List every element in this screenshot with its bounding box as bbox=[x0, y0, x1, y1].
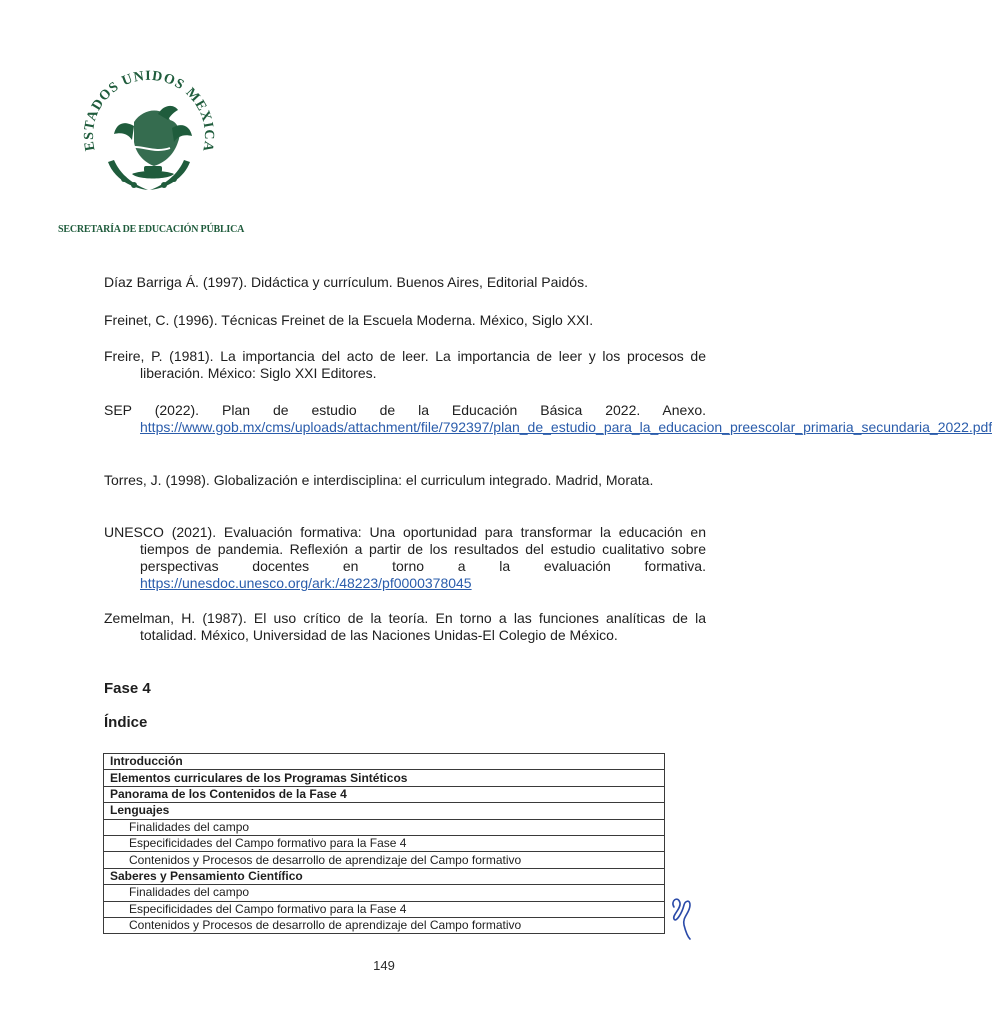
index-row bbox=[104, 819, 665, 835]
reference-item: UNESCO (2021). Evaluación formativa: Una oportunidad para transformar la educación en tiempos de pandemia. Reflexión a partir de los resultados del estudio cualitativo sobre perspectivas docentes en torno a la evaluación formativa. https://unesdoc.unesco.org/ark:/48223/pf0000378045 bbox=[104, 524, 706, 591]
index-cell: Elementos curriculares de los Programas Sintéticos bbox=[104, 770, 665, 786]
reference-item: SEP (2022). Plan de estudio de la Educación Básica 2022. Anexo. https://www.gob.mx/cms/uploads/attachment/file/792397/plan_de_estudio_para_la_educacion_preescolar_primaria_secundaria_2022.pdf bbox=[104, 402, 992, 435]
coat-of-arms-seal bbox=[74, 62, 224, 212]
index-row bbox=[104, 754, 665, 770]
index-row bbox=[104, 835, 665, 851]
index-row bbox=[104, 885, 665, 901]
index-row bbox=[104, 803, 665, 819]
section-title: Fase 4 bbox=[104, 680, 151, 697]
index-title: Índice bbox=[104, 714, 148, 731]
index-cell: Finalidades del campo bbox=[104, 819, 665, 835]
index-row bbox=[104, 917, 665, 933]
index-cell: Lenguajes bbox=[104, 803, 665, 819]
index-row bbox=[104, 868, 665, 884]
index-cell: Finalidades del campo bbox=[104, 885, 665, 901]
secretaria-label: SECRETARÍA DE EDUCACIÓN PÚBLICA bbox=[58, 224, 245, 235]
index-cell: Saberes y Pensamiento Científico bbox=[104, 868, 665, 884]
reference-item: Díaz Barriga Á. (1997). Didáctica y currículum. Buenos Aires, Editorial Paidós. bbox=[104, 274, 588, 290]
index-cell: Panorama de los Contenidos de la Fase 4 bbox=[104, 786, 665, 802]
index-cell: Contenidos y Procesos de desarrollo de aprendizaje del Campo formativo bbox=[104, 852, 665, 868]
index-row bbox=[104, 786, 665, 802]
page-number: 149 bbox=[373, 958, 395, 973]
reference-item: Freire, P. (1981). La importancia del acto de leer. La importancia de leer y los procesos de liberación. México: Siglo XXI Editores. bbox=[104, 348, 706, 381]
index-cell: Especificidades del Campo formativo para la Fase 4 bbox=[104, 901, 665, 917]
index-row bbox=[104, 852, 665, 868]
reference-item: Freinet, C. (1996). Técnicas Freinet de la Escuela Moderna. México, Siglo XXI. bbox=[104, 312, 594, 328]
index-row bbox=[104, 770, 665, 786]
index-cell: Introducción bbox=[104, 754, 665, 770]
index-cell: Especificidades del Campo formativo para la Fase 4 bbox=[104, 835, 665, 851]
reference-item: Zemelman, H. (1987). El uso crítico de la teoría. En torno a las funciones analíticas de la totalidad. México, Universidad de las Naciones Unidas-El Colegio de México. bbox=[104, 610, 706, 643]
index-cell: Contenidos y Procesos de desarrollo de aprendizaje del Campo formativo bbox=[104, 917, 665, 933]
index-table bbox=[103, 753, 665, 934]
eagle-seal-icon bbox=[74, 62, 224, 212]
reference-link[interactable]: https://www.gob.mx/cms/uploads/attachment/file/792397/plan_de_estudio_para_la_educacion_preescolar_primaria_secundaria_2022.pdf bbox=[140, 419, 992, 435]
handwritten-signature bbox=[668, 893, 698, 941]
reference-item: Torres, J. (1998). Globalización e interdisciplina: el curriculum integrado. Madrid, Morata. bbox=[104, 472, 654, 488]
seal-text: ESTADOS UNIDOS MEXICA bbox=[81, 68, 217, 154]
reference-link[interactable]: https://unesdoc.unesco.org/ark:/48223/pf0000378045 bbox=[140, 575, 472, 591]
index-row bbox=[104, 901, 665, 917]
